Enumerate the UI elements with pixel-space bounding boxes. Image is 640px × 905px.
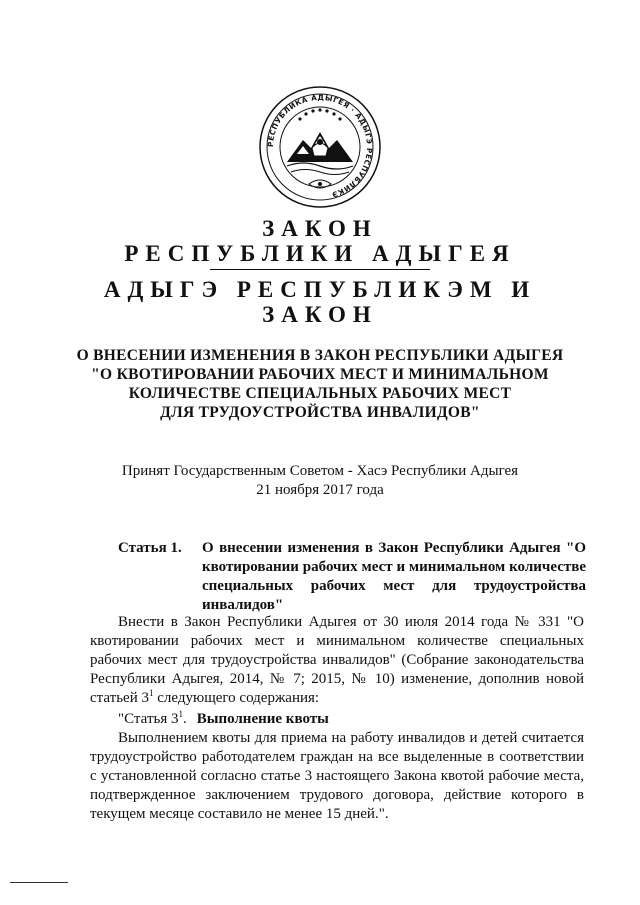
article-title: О внесении изменения в Закон Республики Адыгея "О квотировании рабочих мест и минимальном количестве специальных рабочих мест для трудоустройства инвалидов"	[202, 540, 586, 613]
article-3-1-title: Выполнение квоты	[196, 711, 329, 727]
subject-line: О ВНЕСЕНИИ ИЗМЕНЕНИЯ В ЗАКОН РЕСПУБЛИКИ АДЫГЕЯ	[76, 347, 564, 364]
adoption-note	[60, 462, 580, 500]
adoption-date: 21 ноября 2017 года	[256, 482, 384, 498]
emblem-ring-text: РЕСПУБЛИКА АДЫГЕЯ · АДЫГЭ РЕСПУБЛИКЭ	[265, 92, 375, 200]
law-title	[0, 216, 640, 327]
article-3-1-heading: "Статья $3^1$. Выполнение квоты	[118, 709, 329, 727]
title-line-1: ЗАКОН	[262, 216, 378, 241]
article-body	[90, 613, 584, 824]
title-divider	[210, 269, 430, 270]
paragraph-amendment: Внести в Закон Республики Адыгея от 30 июля 2014 года № 331 "О квотировании рабочих мест и минимальном количестве специальных рабочих мест для трудоустройства инвалидов" (Собрание законодательства Республики Адыгея, 2014, № 7; 2015, № 10) изменение, дополнив новой статьей $3^1$ следующего содержания:	[90, 614, 584, 706]
adopted-by: Принят Государственным Советом - Хасэ Республики Адыгея	[121, 463, 519, 479]
article-label: Статья 1.	[118, 540, 182, 556]
coat-of-arms-emblem	[257, 84, 383, 210]
subject-line: ДЛЯ ТРУДОУСТРОЙСТВА ИНВАЛИДОВ"	[160, 404, 480, 421]
law-subject	[60, 346, 580, 422]
subject-line: КОЛИЧЕСТВЕ СПЕЦИАЛЬНЫХ РАБОЧИХ МЕСТ	[128, 385, 512, 402]
subject-line: "О КВОТИРОВАНИИ РАБОЧИХ МЕСТ И МИНИМАЛЬНОМ	[91, 366, 549, 383]
paragraph-quota: Выполнением квоты для приема на работу инвалидов и детей считается трудоустройство работодателем граждан на все выделенные в соответствии с установленной согласно статье 3 настоящего Закона квотой рабочие места, подтвержденное заключением трудового договора, действие которого в текущем месяце составило не менее 15 дней.".	[90, 730, 584, 822]
title-line-4: ЗАКОН	[262, 302, 378, 327]
title-line-3: АДЫГЭ РЕСПУБЛИКЭМ И	[103, 277, 537, 302]
title-line-2: РЕСПУБЛИКИ АДЫГЕЯ	[124, 241, 516, 266]
footnote-divider	[10, 882, 68, 883]
